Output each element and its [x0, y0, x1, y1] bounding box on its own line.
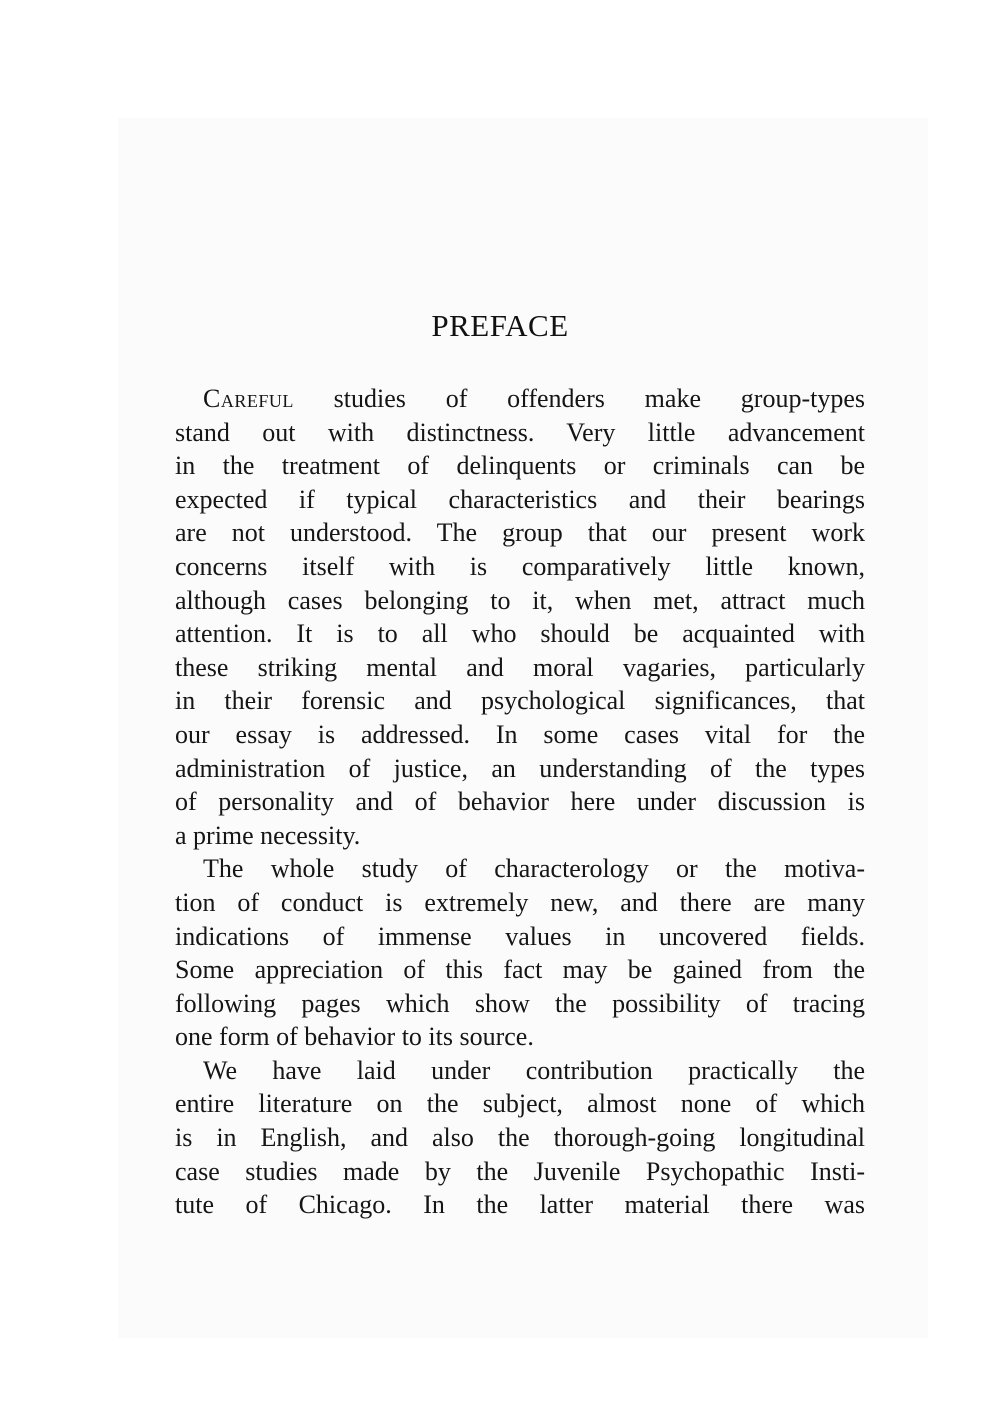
text-line: in their forensic and psychological significances, that: [175, 686, 865, 716]
text-line: although cases belonging to it, when met, attract much: [175, 585, 865, 615]
preface-body: [175, 382, 865, 1222]
text-line: is in English, and also the thorough-going longitudinal: [175, 1123, 865, 1153]
text-line: case studies made by the Juvenile Psychopathic Insti-: [175, 1156, 865, 1186]
opening-word: Careful: [203, 384, 294, 413]
text-line: a prime necessity.: [175, 820, 361, 850]
paragraph-2: [175, 852, 865, 1054]
text-line: indications of immense values in uncovered fields.: [175, 921, 865, 951]
paragraph-1: [175, 382, 865, 852]
text-line: of personality and of behavior here under discussion is: [175, 787, 865, 817]
text-line: [175, 382, 865, 416]
text-line: The whole study of characterology or the motiva-: [203, 854, 865, 884]
text-line: Some appreciation of this fact may be gained from the: [175, 955, 865, 985]
page-title: PREFACE: [431, 308, 569, 343]
text-line: expected if typical characteristics and their bearings: [175, 484, 865, 514]
text-line: stand out with distinctness. Very little advancement: [175, 417, 865, 447]
text-line-content: studies of offenders make group-types: [293, 384, 865, 413]
text-line: are not understood. The group that our present work: [175, 518, 865, 548]
text-line: entire literature on the subject, almost none of which: [175, 1089, 865, 1119]
text-line: in the treatment of delinquents or criminals can be: [175, 451, 865, 481]
text-line: one form of behavior to its source.: [175, 1022, 534, 1052]
text-line: tion of conduct is extremely new, and there are many: [175, 887, 865, 917]
text-line: We have laid under contribution practically the: [203, 1055, 865, 1085]
text-line: following pages which show the possibility of tracing: [175, 988, 865, 1018]
text-line: tute of Chicago. In the latter material there was: [175, 1190, 865, 1220]
text-line: concerns itself with is comparatively little known,: [175, 551, 865, 581]
text-line: these striking mental and moral vagaries, particularly: [175, 652, 865, 682]
text-line: our essay is addressed. In some cases vital for the: [175, 719, 865, 749]
paragraph-3: [175, 1054, 865, 1222]
text-line: attention. It is to all who should be acquainted with: [175, 619, 865, 649]
text-line: administration of justice, an understanding of the types: [175, 753, 865, 783]
